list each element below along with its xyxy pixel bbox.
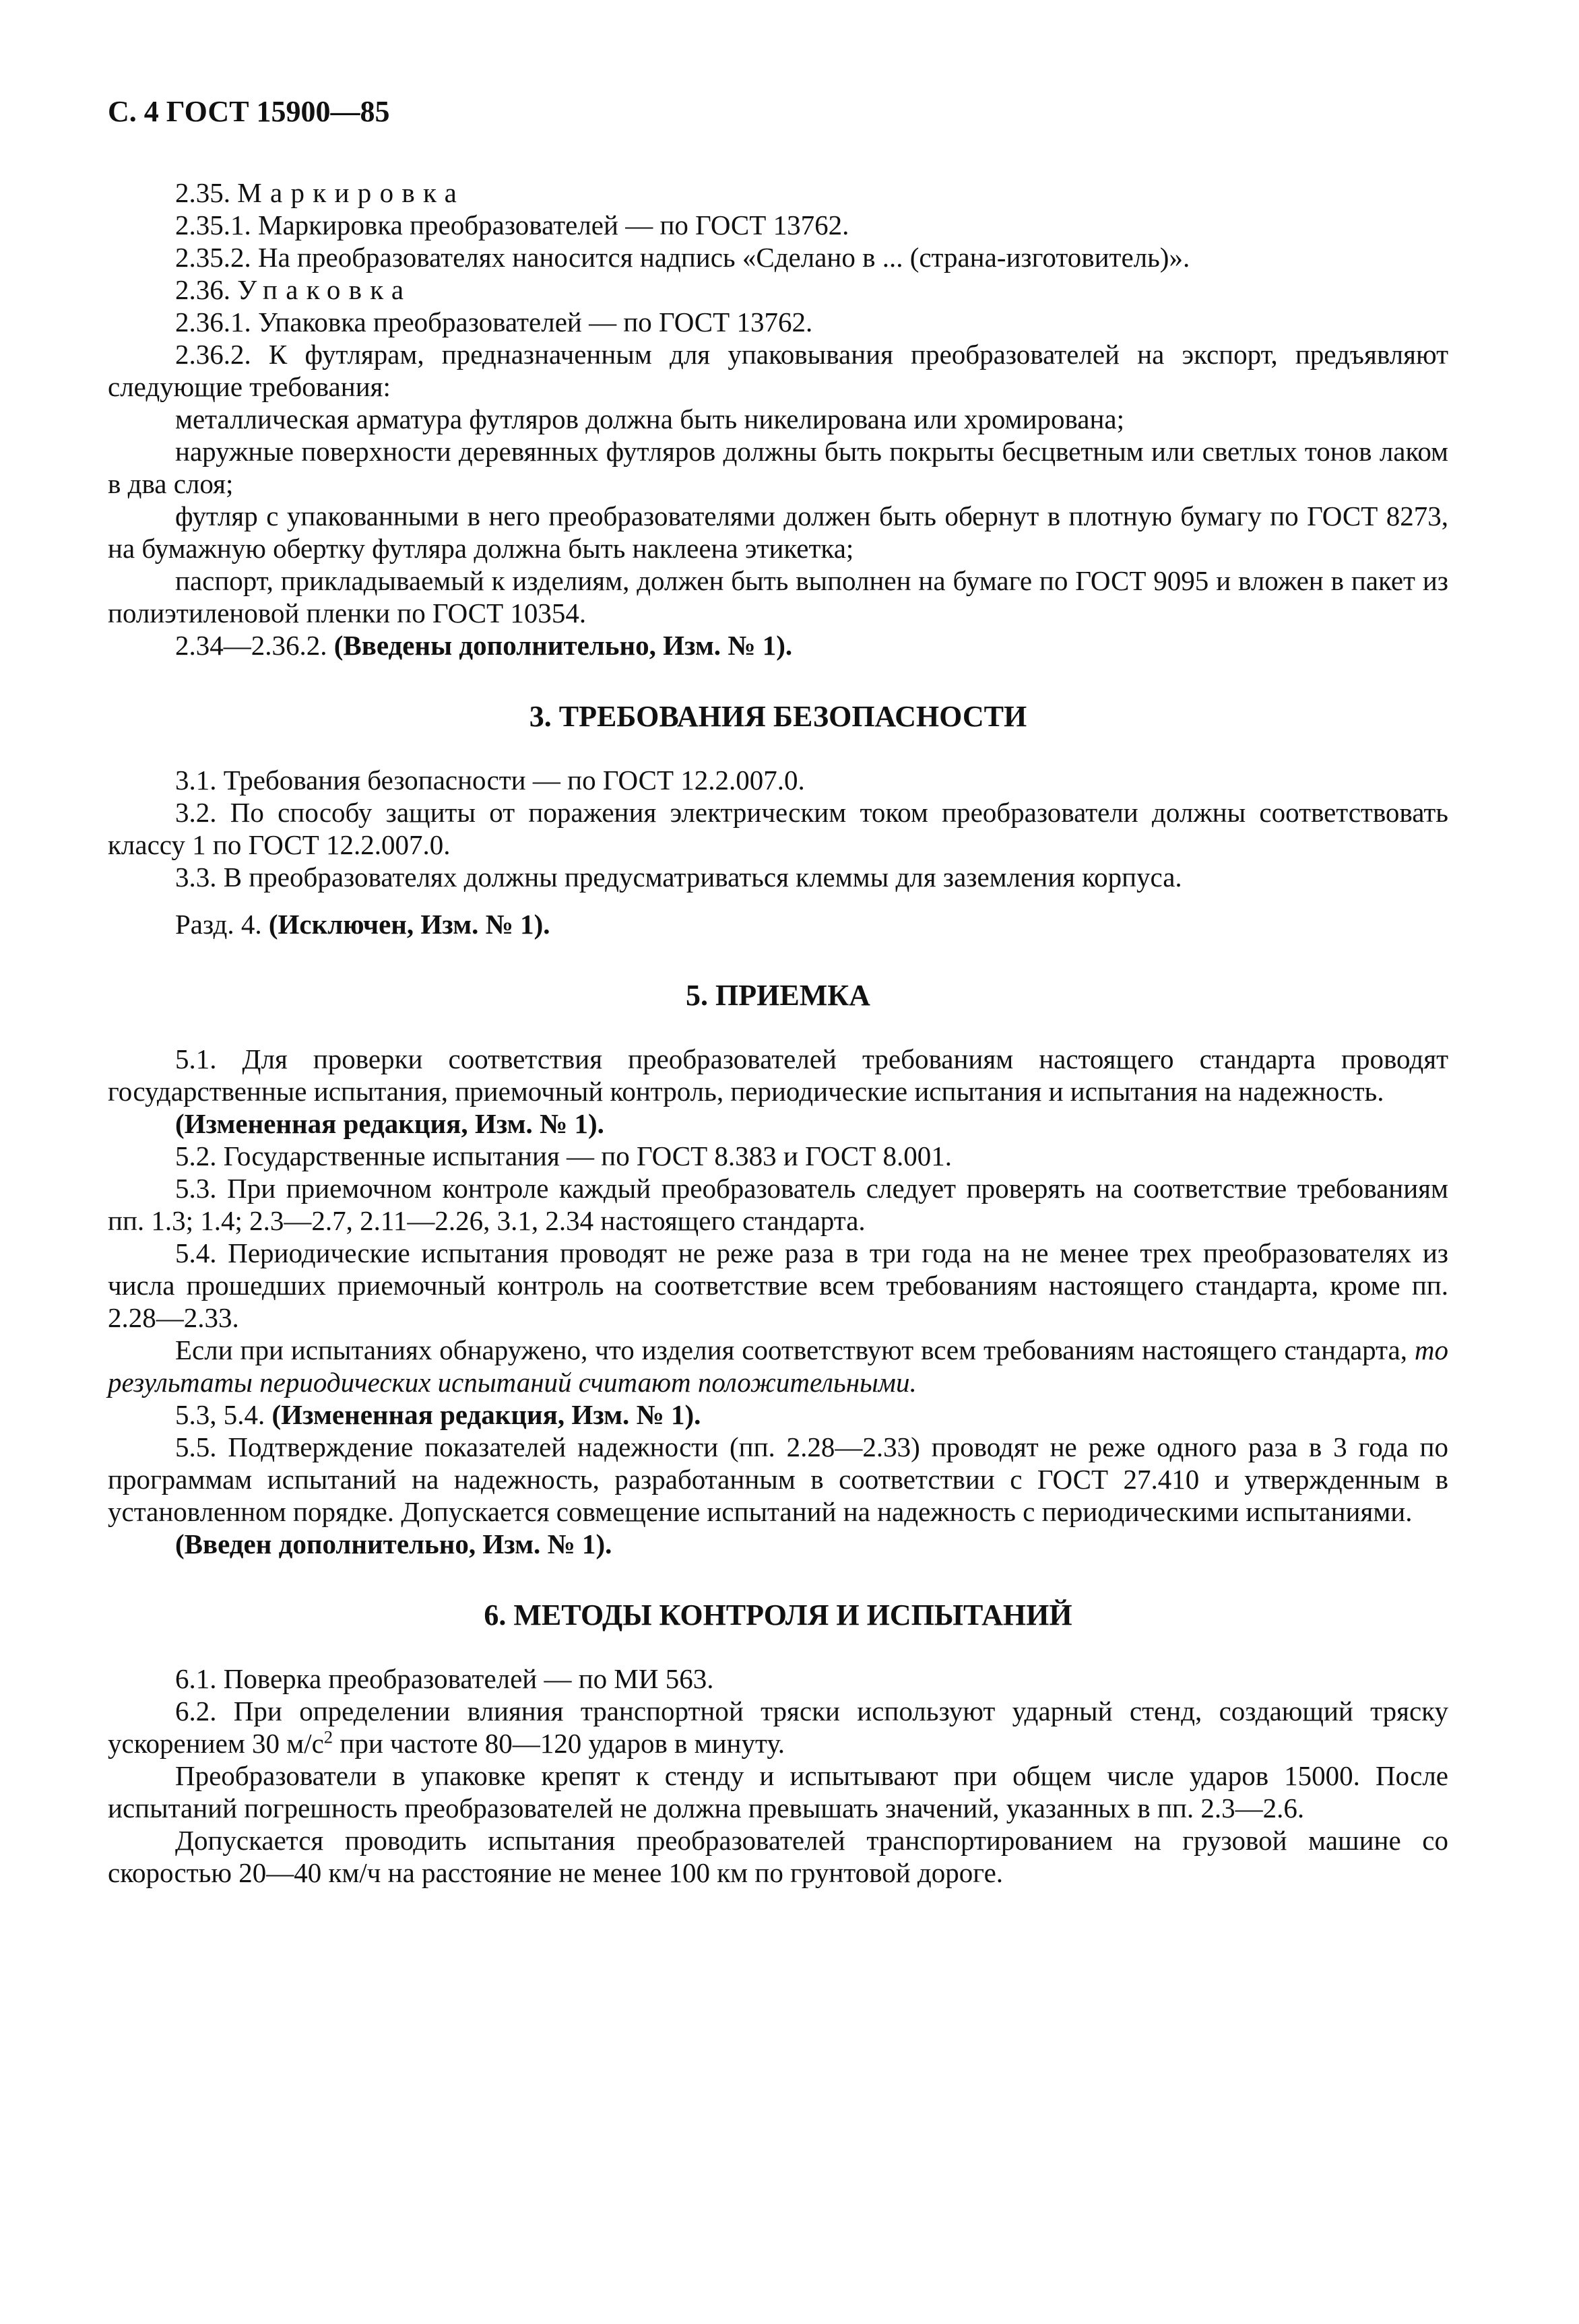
amendment-text: (Измененная редакция, Изм. № 1). (271, 1399, 701, 1430)
clause-2-36-heading (108, 273, 1448, 306)
plain-text: Если при испытаниях обнаружено, что изделия соответствуют всем требованиям настоящего стандарта, (175, 1334, 1415, 1365)
amendment-note (108, 1398, 1448, 1431)
amendment-ref: 2.34—2.36.2. (175, 630, 327, 661)
clause-title: Маркировка (237, 177, 465, 208)
clause-3-1: 3.1. Требования безопасности — по ГОСТ 12.2.007.0. (175, 765, 805, 796)
section-6-title: 6. МЕТОДЫ КОНТРОЛЯ И ИСПЫТАНИЙ (484, 1599, 1072, 1632)
clause-6-2-continuation: Преобразователи в упаковке крепят к стенду и испытывают при общем числе ударов 15000. После испытаний погрешность преобразователей не должна превышать значений, указанных в пп. 2.3—2.6. (108, 1760, 1448, 1823)
plain-text: при частоте 80—120 ударов в минуту. (333, 1728, 785, 1759)
clause-5-3: 5.3. При приемочном контроле каждый преобразователь следует проверять на соответствие требованиям пп. 1.3; 1.4; 2.3—2.7, 2.11—2.26, 3.1, 2.34 настоящего стандарта. (108, 1173, 1448, 1236)
clause-title: Упаковка (237, 274, 412, 305)
amendment-note: (Измененная редакция, Изм. № 1). (175, 1108, 604, 1139)
clause-2-35-2: 2.35.2. На преобразователях наносится надпись «Сделано в ... (страна-изготовитель)». (175, 242, 1190, 273)
clause-2-35-heading (108, 176, 1448, 209)
section-4-ref: Разд. 4. (175, 909, 262, 940)
amendment-ref: 5.3, 5.4. (175, 1399, 265, 1430)
clause-5-5: 5.5. Подтверждение показателей надежности (пп. 2.28—2.33) проводят не реже одного раза в 3 года по программам испытаний на надежность, разработанным в соответствии с ГОСТ 27.410 и утвержденным в установленном порядке. Допускается совмещение испытаний на надежность с периодическими испытаниями. (108, 1431, 1448, 1527)
clause-6-1: 6.1. Поверка преобразователей — по МИ 563. (175, 1663, 714, 1694)
amendment-text: (Введены дополнительно, Изм. № 1). (333, 630, 793, 661)
section-4-text: (Исключен, Изм. № 1). (268, 909, 550, 940)
clause-2-36-1: 2.36.1. Упаковка преобразователей — по ГОСТ 13762. (175, 306, 813, 337)
clause-5-1: 5.1. Для проверки соответствия преобразователей требованиям настоящего стандарта проводят государственные испытания, приемочный контроль, периодические испытания и испытания на надежность. (108, 1043, 1448, 1107)
clause-number: 2.35. (175, 177, 230, 208)
amendment-note (108, 629, 1448, 661)
clause-number: 2.36. (175, 274, 230, 305)
section-4-note (108, 908, 1448, 940)
clause-6-2-continuation: Допускается проводить испытания преобразователей транспортированием на грузовой машине со скоростью 20—40 км/ч на расстояние не менее 100 км по грунтовой дороге. (108, 1825, 1448, 1888)
clause-3-2: 3.2. По способу защиты от поражения электрическим током преобразователи должны соответствовать классу 1 по ГОСТ 12.2.007.0. (108, 797, 1448, 860)
document-page (108, 94, 1448, 1889)
clause-5-4-continuation (108, 1334, 1448, 1398)
clause-2-35-1: 2.35.1. Маркировка преобразователей — по ГОСТ 13762. (175, 209, 849, 240)
page-header: С. 4 ГОСТ 15900—85 (108, 95, 390, 128)
requirement-item: паспорт, прикладываемый к изделиям, должен быть выполнен на бумаге по ГОСТ 9095 и вложен в пакет из полиэтиленовой пленки по ГОСТ 10354. (108, 565, 1448, 628)
clause-5-4: 5.4. Периодические испытания проводят не реже раза в три года на не менее трех преобразователях из числа прошедших приемочный контроль на соответствие всем требованиям настоящего стандарта, кроме пп. 2.28—2.33. (108, 1237, 1448, 1333)
superscript: 2 (323, 1726, 333, 1747)
requirement-item: металлическая арматура футляров должна быть никелирована или хромирована; (175, 404, 1124, 434)
section-5-title: 5. ПРИЕМКА (686, 979, 870, 1012)
amendment-note: (Введен дополнительно, Изм. № 1). (175, 1528, 612, 1559)
italic-text: то результаты периодических испытаний считают положительными. (108, 1334, 1448, 1398)
clause-3-3: 3.3. В преобразователях должны предусматриваться клеммы для заземления корпуса. (175, 862, 1182, 893)
requirement-item: наружные поверхности деревянных футляров должны быть покрыты бесцветным или светлых тонов лаком в два слоя; (108, 436, 1448, 499)
clause-6-2 (108, 1695, 1448, 1760)
clause-2-36-2: 2.36.2. К футлярам, предназначенным для упаковывания преобразователей на экспорт, предъявляют следующие требования: (108, 339, 1448, 402)
section-3-title: 3. ТРЕБОВАНИЯ БЕЗОПАСНОСТИ (529, 700, 1027, 733)
requirement-item: футляр с упакованными в него преобразователями должен быть обернут в плотную бумагу по ГОСТ 8273, на бумажную обертку футляра должна быть наклеена этикетка; (108, 501, 1448, 564)
clause-5-2: 5.2. Государственные испытания — по ГОСТ 8.383 и ГОСТ 8.001. (175, 1140, 953, 1171)
plain-text: 6.2. При определении влияния транспортной тряски используют ударный стенд, создающий тряску ускорением 30 м/с (108, 1696, 1448, 1759)
